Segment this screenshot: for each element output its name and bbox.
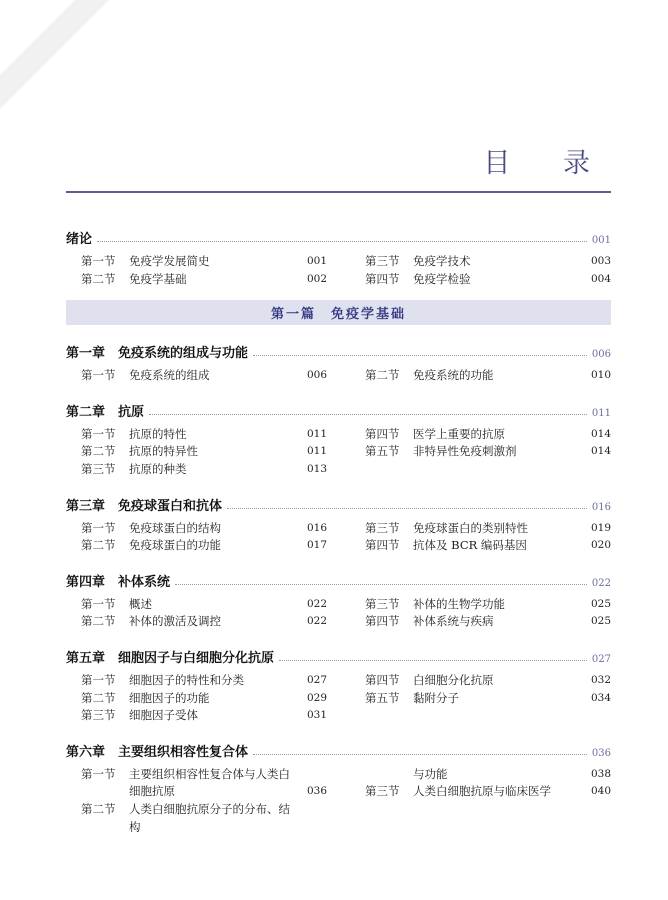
section-row[interactable]: [365, 537, 611, 555]
section-title: 补体系统与疾病: [413, 614, 494, 629]
section-column-left: [81, 367, 327, 385]
section-page: 014: [590, 427, 611, 440]
chapter-page: 006: [591, 349, 611, 361]
section-number: 第二节: [81, 614, 116, 629]
section-column-left: [81, 596, 327, 631]
chapter-list: [66, 339, 611, 836]
section-title: 免疫系统的功能: [413, 368, 494, 383]
chapter-heading-row[interactable]: [66, 339, 611, 361]
section-number: 第一节: [81, 596, 116, 611]
chapter-entry: [66, 568, 611, 631]
section-title: 补体的生物学功能: [413, 596, 505, 611]
chapter-heading-row[interactable]: [66, 568, 611, 590]
section-page: 022: [306, 615, 327, 628]
section-row[interactable]: [365, 690, 611, 708]
section-number: 第一节: [81, 426, 116, 441]
section-number: 第二节: [81, 690, 116, 705]
section-column-right: [365, 672, 611, 725]
chapter-heading-row[interactable]: [66, 738, 611, 760]
section-page: 017: [306, 539, 327, 552]
section-number: 第二节: [81, 444, 116, 459]
section-row[interactable]: [365, 253, 611, 271]
chapter-title: 第一章 免疫系统的组成与功能: [66, 346, 249, 362]
section-row[interactable]: [365, 426, 611, 444]
section-page: 031: [306, 709, 327, 722]
section-number: 第五节: [365, 690, 400, 705]
section-number: 第三节: [365, 784, 400, 799]
section-page: 038: [590, 767, 611, 780]
chapter-page: 016: [591, 501, 611, 513]
dot-leader: [253, 754, 587, 755]
section-title: 主要组织相容性复合体与人类白: [129, 766, 290, 781]
section-title: 白细胞分化抗原: [413, 672, 494, 687]
diagonal-watermark-band: [0, 0, 414, 232]
part-banner[interactable]: 第一篇 免疫学基础: [66, 300, 611, 325]
chapter-entry: [66, 398, 611, 479]
intro-entry: [66, 225, 611, 288]
section-column-left: [81, 766, 327, 836]
section-title: 免疫学检验: [413, 271, 471, 286]
chapter-sections: [66, 426, 611, 479]
table-of-contents: [66, 211, 611, 836]
section-page: 032: [590, 673, 611, 686]
section-title: 细胞因子的特性和分类: [129, 672, 244, 687]
chapter-sections: [66, 672, 611, 725]
section-page: 025: [590, 597, 611, 610]
intro-page: 001: [591, 235, 611, 246]
dot-leader: [227, 508, 587, 509]
section-row[interactable]: [81, 613, 327, 631]
chapter-heading-row[interactable]: [66, 492, 611, 514]
chapter-title: 第四章 补体系统: [66, 574, 171, 590]
section-title: 概述: [129, 596, 152, 611]
section-row[interactable]: [81, 520, 327, 538]
section-title: 抗原的特异性: [129, 444, 198, 459]
section-number: 第四节: [365, 271, 400, 286]
section-page: 022: [306, 597, 327, 610]
section-page: 019: [590, 521, 611, 534]
section-row[interactable]: [365, 271, 611, 289]
section-row[interactable]: [81, 596, 327, 614]
section-row[interactable]: [81, 537, 327, 555]
section-page: 004: [590, 272, 611, 285]
section-number: 第二节: [81, 271, 116, 286]
intro-left-column: [81, 253, 327, 288]
section-number: 第一节: [81, 672, 116, 687]
section-number: 第三节: [365, 254, 400, 268]
section-column-left: [81, 672, 327, 725]
section-column-right: [365, 596, 611, 631]
section-title: 抗原的种类: [129, 461, 187, 476]
section-row[interactable]: [365, 672, 611, 690]
section-row[interactable]: [81, 766, 327, 784]
section-title: 细胞因子受体: [129, 708, 198, 723]
title-rule: [66, 191, 611, 193]
section-number: 第四节: [365, 614, 400, 629]
section-title: 免疫球蛋白的功能: [129, 538, 221, 553]
section-title: 免疫球蛋白的结构: [129, 520, 221, 535]
chapter-page: 022: [591, 577, 611, 589]
section-number: 第二节: [81, 538, 116, 553]
section-row[interactable]: [81, 253, 327, 271]
section-number: 第一节: [81, 766, 116, 781]
section-column-left: [81, 520, 327, 555]
dot-leader: [149, 414, 587, 415]
section-number: 第一节: [81, 520, 116, 535]
page-title: 目 录: [483, 148, 612, 179]
chapter-heading-row[interactable]: [66, 644, 611, 666]
chapter-entry: [66, 644, 611, 725]
section-number: 第一节: [81, 368, 116, 383]
intro-right-column: [365, 253, 611, 288]
section-number: 第三节: [365, 520, 400, 535]
section-number: 第五节: [365, 444, 400, 459]
section-number: 第三节: [81, 461, 116, 476]
chapter-title: 第六章 主要组织相容性复合体: [66, 744, 249, 760]
section-row[interactable]: [365, 613, 611, 631]
section-column-left: [81, 426, 327, 479]
section-title: 人类白细胞抗原分子的分布、结构: [129, 801, 290, 834]
section-page: 001: [306, 255, 327, 267]
section-title: 免疫学发展简史: [129, 254, 210, 268]
section-page: 027: [306, 673, 327, 686]
section-row[interactable]: [365, 443, 611, 461]
section-row[interactable]: [81, 426, 327, 444]
chapter-entry: [66, 339, 611, 385]
section-page: 034: [590, 691, 611, 704]
chapter-entry: [66, 492, 611, 555]
section-row[interactable]: [81, 443, 327, 461]
section-page: 006: [306, 369, 327, 382]
section-column-right: [365, 520, 611, 555]
section-row[interactable]: [81, 690, 327, 708]
section-title: 细胞抗原: [129, 784, 175, 799]
section-row[interactable]: [365, 367, 611, 385]
section-page: 011: [306, 427, 327, 440]
dot-leader: [253, 355, 587, 356]
section-title: 免疫球蛋白的类别特性: [413, 520, 528, 535]
section-page: 014: [590, 445, 611, 458]
section-row[interactable]: [81, 672, 327, 690]
section-row[interactable]: [81, 367, 327, 385]
chapter-page: 027: [591, 653, 611, 665]
section-row[interactable]: [81, 461, 327, 479]
chapter-heading-row[interactable]: [66, 398, 611, 420]
chapter-entry: [66, 738, 611, 836]
section-title: 黏附分子: [413, 690, 459, 705]
section-title: 与功能: [413, 766, 448, 781]
section-row[interactable]: [365, 783, 611, 801]
section-title: 细胞因子的功能: [129, 690, 210, 705]
section-column-right: [365, 367, 611, 385]
section-row[interactable]: [81, 707, 327, 725]
section-title: 免疫学技术: [413, 254, 471, 268]
section-title: 补体的激活及调控: [129, 614, 221, 629]
section-row[interactable]: [81, 801, 327, 836]
section-page: 020: [590, 539, 611, 552]
chapter-page: 011: [591, 407, 611, 419]
section-page: 036: [306, 785, 327, 798]
chapter-title: 第三章 免疫球蛋白和抗体: [66, 498, 223, 514]
section-title: 非特异性免疫刺激剂: [413, 444, 517, 459]
chapter-sections: [66, 596, 611, 631]
intro-heading-row[interactable]: [66, 225, 611, 247]
section-column-right: [365, 766, 611, 836]
dot-leader: [279, 660, 587, 661]
section-row[interactable]: [365, 596, 611, 614]
section-page: 003: [590, 255, 611, 267]
section-title: 免疫系统的组成: [129, 368, 210, 383]
chapter-sections: [66, 520, 611, 555]
section-number: 第四节: [365, 672, 400, 687]
section-number: 第一节: [81, 254, 116, 268]
chapter-page: 036: [591, 747, 611, 759]
section-page: 011: [306, 445, 327, 458]
section-title: 人类白细胞抗原与临床医学: [413, 784, 551, 799]
section-number: 第四节: [365, 426, 400, 441]
section-title: 免疫学基础: [129, 271, 187, 286]
section-page: 016: [306, 521, 327, 534]
section-number: 第二节: [365, 368, 400, 383]
chapter-sections: [66, 766, 611, 836]
section-row[interactable]: [81, 271, 327, 289]
section-number: 第三节: [81, 708, 116, 723]
chapter-sections: [66, 367, 611, 385]
intro-title: 绪论: [66, 232, 93, 247]
section-title: 医学上重要的抗原: [413, 426, 505, 441]
chapter-title: 第二章 抗原: [66, 404, 145, 420]
section-number: 第四节: [365, 538, 400, 553]
section-page: 025: [590, 615, 611, 628]
section-row[interactable]: [365, 766, 611, 784]
section-row[interactable]: [81, 783, 327, 801]
chapter-title: 第五章 细胞因子与白细胞分化抗原: [66, 650, 275, 666]
section-row[interactable]: [365, 520, 611, 538]
dot-leader: [97, 241, 587, 242]
intro-sections: [66, 253, 611, 288]
section-page: 002: [306, 272, 327, 285]
section-column-right: [365, 426, 611, 479]
section-page: 013: [306, 462, 327, 475]
section-number: 第二节: [81, 801, 116, 816]
section-page: 010: [590, 369, 611, 382]
section-page: 029: [306, 691, 327, 704]
section-page: 040: [590, 785, 611, 798]
dot-leader: [175, 584, 587, 585]
section-title: 抗原的特性: [129, 426, 187, 441]
section-title: 抗体及 BCR 编码基因: [413, 538, 527, 553]
section-number: 第三节: [365, 596, 400, 611]
